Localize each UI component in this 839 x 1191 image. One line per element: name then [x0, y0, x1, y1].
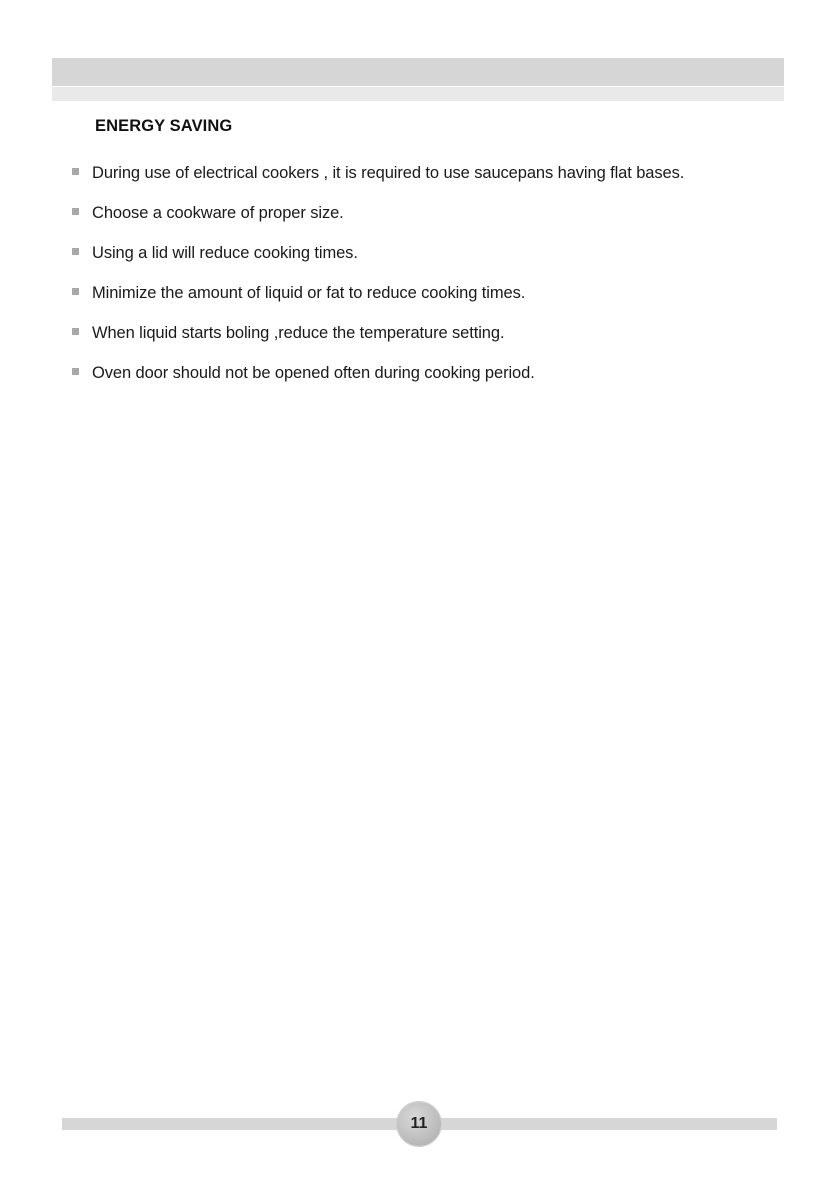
page-number-badge — [397, 1102, 441, 1146]
square-bullet-icon — [72, 288, 79, 295]
list-item-text: Choose a cookware of proper size. — [92, 204, 344, 222]
square-bullet-icon — [72, 168, 79, 175]
header-band — [52, 58, 784, 86]
list-item-text: During use of electrical cookers , it is required to use saucepans having flat bases. — [92, 164, 685, 182]
list-item-text: Oven door should not be opened often during cooking period. — [92, 364, 535, 382]
section-title: ENERGY SAVING — [95, 117, 233, 135]
square-bullet-icon — [72, 208, 79, 215]
header-band-secondary — [52, 87, 784, 101]
list-item-text: Minimize the amount of liquid or fat to reduce cooking times. — [92, 284, 526, 302]
page-number: 11 — [410, 1115, 428, 1132]
square-bullet-icon — [72, 368, 79, 375]
list-item-text: When liquid starts boling ,reduce the temperature setting. — [92, 324, 505, 342]
list-item-text: Using a lid will reduce cooking times. — [92, 244, 358, 262]
square-bullet-icon — [72, 248, 79, 255]
square-bullet-icon — [72, 328, 79, 335]
